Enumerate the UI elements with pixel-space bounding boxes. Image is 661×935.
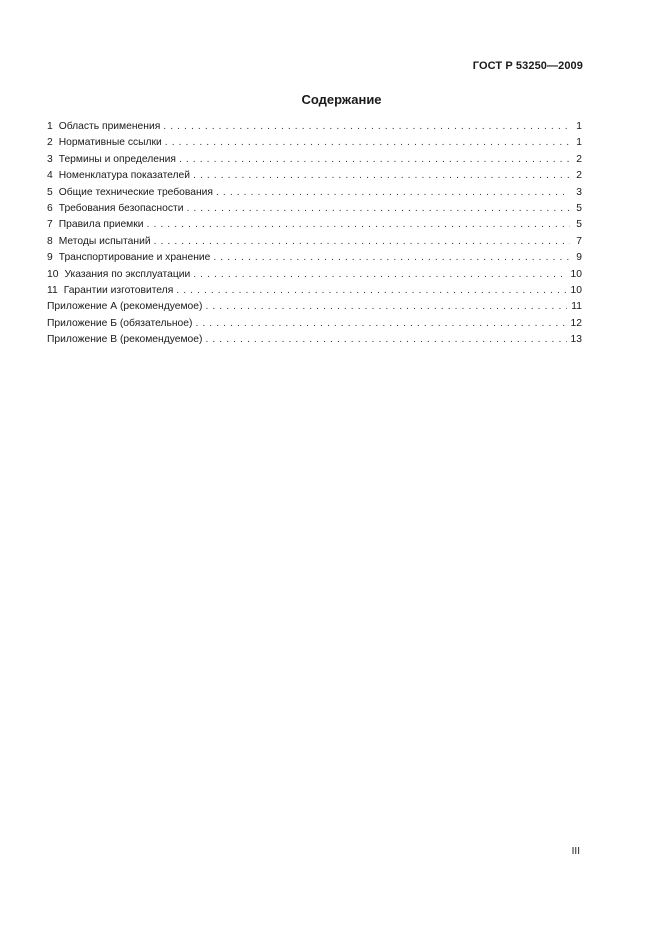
toc-item-page: 5 xyxy=(576,219,582,231)
toc-item-appendix[interactable] xyxy=(47,332,582,348)
toc-item-page: 3 xyxy=(576,186,582,198)
toc-leader-dots xyxy=(176,283,566,299)
toc-item-text: Нормативные ссылки xyxy=(58,137,162,149)
toc-item-label xyxy=(47,299,205,315)
toc-item[interactable] xyxy=(47,119,582,135)
toc-item-label xyxy=(47,316,195,332)
toc-item-label xyxy=(47,152,179,168)
document-code: ГОСТ Р 53250—2009 xyxy=(472,60,583,72)
toc-item[interactable] xyxy=(47,152,582,168)
toc-item[interactable] xyxy=(47,135,582,151)
toc-item-label xyxy=(47,135,165,151)
toc-item-page: 9 xyxy=(576,252,582,264)
toc-item-text: Общие технические требования xyxy=(58,186,213,198)
toc-item-page: 5 xyxy=(576,202,582,214)
toc-leader-dots xyxy=(179,152,570,168)
toc-item-label xyxy=(47,217,147,233)
toc-item-number: 5 xyxy=(47,186,53,198)
toc-item-number: 11 xyxy=(47,284,58,296)
toc-item-text: Область применения xyxy=(58,121,161,132)
toc-item-label xyxy=(47,267,193,283)
toc-leader-dots xyxy=(165,135,570,151)
toc-item[interactable] xyxy=(47,250,582,266)
toc-item[interactable] xyxy=(47,234,582,250)
toc-item-page: 7 xyxy=(576,235,582,247)
toc-item-text: Номенклатура показателей xyxy=(58,170,191,182)
toc-leader-dots xyxy=(193,168,570,184)
toc-item-number: 10 xyxy=(47,268,59,280)
toc-item-page: 10 xyxy=(570,268,582,280)
toc-item-page: 1 xyxy=(576,121,582,132)
toc-item-text: Транспортирование и хранение xyxy=(58,252,211,264)
toc-item-number: 2 xyxy=(47,137,53,149)
toc-item-label xyxy=(47,185,216,201)
toc-item[interactable] xyxy=(47,185,582,201)
toc-item-label xyxy=(47,250,213,266)
toc-leader-dots xyxy=(205,332,566,348)
toc-item-text: Правила приемки xyxy=(58,219,144,231)
toc-item[interactable] xyxy=(47,283,582,299)
toc-item-text: Указания по эксплуатации xyxy=(64,268,191,280)
toc-item-label xyxy=(47,283,176,299)
toc-leader-dots xyxy=(193,267,566,283)
toc-item-label xyxy=(47,332,205,348)
toc-item-page: 13 xyxy=(570,334,582,346)
toc-item[interactable] xyxy=(47,168,582,184)
toc-item-number: 8 xyxy=(47,235,53,247)
toc-item-number: 7 xyxy=(47,219,53,231)
toc-item-text: Термины и определения xyxy=(58,153,176,165)
toc-leader-dots xyxy=(163,119,570,135)
toc-item-number: 1 xyxy=(47,121,53,132)
toc-title: Содержание xyxy=(301,92,382,107)
toc-item-number: 4 xyxy=(47,170,53,182)
toc-leader-dots xyxy=(154,234,570,250)
toc-item[interactable] xyxy=(47,267,582,283)
toc-item-text: Гарантии изготовителя xyxy=(63,284,174,296)
toc-leader-dots xyxy=(213,250,570,266)
toc-leader-dots xyxy=(186,201,570,217)
toc-item-label xyxy=(47,234,154,250)
toc-item[interactable] xyxy=(47,217,582,233)
toc-item-page: 2 xyxy=(576,170,582,182)
toc-item-text: Приложение Б (обязательное) xyxy=(47,317,193,329)
toc-item-number: 9 xyxy=(47,252,53,264)
toc-item-page: 11 xyxy=(571,301,582,313)
toc-item-text: Методы испытаний xyxy=(58,235,151,247)
table-of-contents xyxy=(47,119,582,348)
toc-item-label xyxy=(47,119,163,135)
toc-item-number: 6 xyxy=(47,202,53,214)
toc-leader-dots xyxy=(205,299,567,315)
toc-item[interactable] xyxy=(47,201,582,217)
toc-item-page: 1 xyxy=(576,137,582,149)
toc-item-page: 12 xyxy=(570,317,582,329)
toc-item-number: 3 xyxy=(47,153,53,165)
toc-leader-dots xyxy=(195,316,566,332)
toc-item-text: Приложение А (рекомендуемое) xyxy=(47,301,203,313)
toc-item-text: Приложение В (рекомендуемое) xyxy=(47,334,203,346)
toc-item-appendix[interactable] xyxy=(47,316,582,332)
toc-item-page: 10 xyxy=(570,284,582,296)
toc-item-label xyxy=(47,168,193,184)
toc-item-label xyxy=(47,201,186,217)
toc-item-page: 2 xyxy=(576,153,582,165)
page-number: III xyxy=(571,846,580,857)
toc-leader-dots xyxy=(216,185,570,201)
toc-item-appendix[interactable] xyxy=(47,299,582,315)
toc-item-text: Требования безопасности xyxy=(58,202,184,214)
toc-leader-dots xyxy=(147,217,570,233)
